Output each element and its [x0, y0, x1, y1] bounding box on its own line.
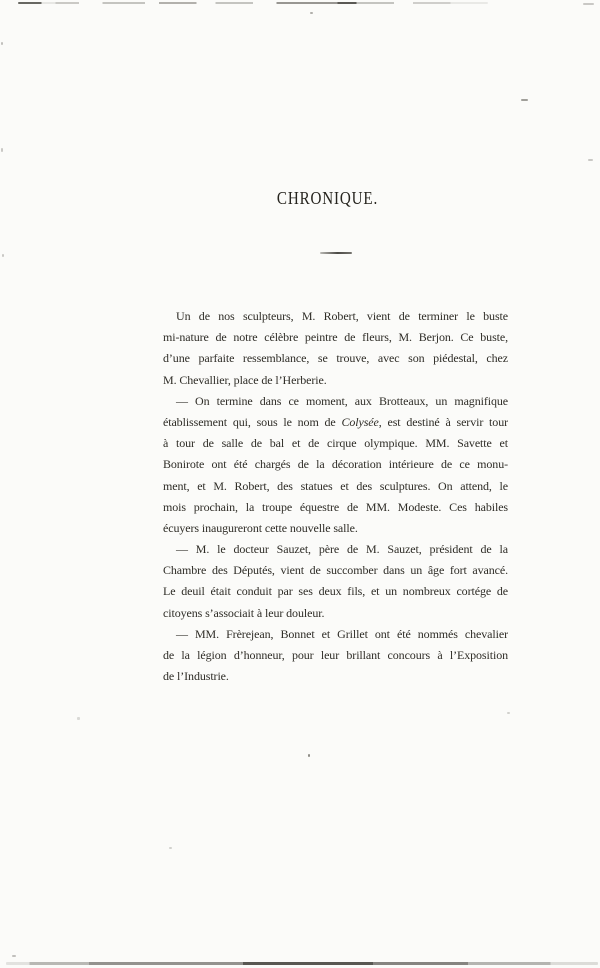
text-segment: établissement qui, sous le nom de	[163, 414, 342, 429]
text-line: mi-nature de notre célèbre peintre de fleurs, M. Berjon. Ce buste,	[163, 330, 508, 345]
text-line: — M. le docteur Sauzet, père de M. Sauzet, président de la	[176, 542, 508, 557]
text-line: — On termine dans ce moment, aux Brotteaux, un magnifique	[176, 393, 508, 408]
text-line: Chambre des Députés, vient de succomber dans un âge fort avancé.	[163, 563, 508, 578]
text-line: Un de nos sculpteurs, M. Robert, vient de terminer le buste	[176, 309, 508, 323]
paragraph	[163, 306, 508, 391]
text-segment: , est destiné à servir tour	[378, 414, 508, 429]
text-line: de la légion d’honneur, pour leur brillant concours à l’Exposition	[163, 648, 508, 662]
paragraph	[163, 624, 508, 688]
scan-speck	[1, 42, 3, 45]
scan-artifact-top-edge	[18, 2, 488, 4]
text-line: — MM. Frèrejean, Bonnet et Grillet ont été nommés chevalier	[176, 626, 508, 641]
scan-speck	[583, 3, 594, 5]
article-body	[163, 306, 508, 687]
text-line: mois prochain, la troupe équestre de MM. Modeste. Ces habiles	[163, 499, 508, 514]
scan-speck	[310, 12, 313, 14]
text-line: de l’Industrie.	[163, 669, 229, 684]
scan-speck	[1, 148, 3, 152]
scan-speck	[521, 99, 528, 101]
page-title: CHRONIQUE.	[276, 188, 379, 208]
paragraph	[163, 539, 508, 624]
paragraph	[163, 391, 508, 539]
text-line	[163, 412, 508, 433]
scan-speck	[169, 847, 172, 849]
text-line: d’une parfaite ressemblance, se trouve, avec son piédestal, chez	[163, 351, 508, 366]
scan-speck	[2, 254, 4, 257]
text-line: à tour de salle de bal et de cirque olympique. MM. Savette et	[163, 436, 508, 451]
scan-speck	[588, 159, 593, 161]
scan-speck	[507, 712, 510, 714]
text-line: M. Chevallier, place de l’Herberie.	[163, 372, 327, 387]
scan-speck	[12, 955, 16, 957]
text-line: citoyens s’associait à leur douleur.	[163, 605, 325, 620]
scan-artifact-bottom-edge	[6, 962, 598, 965]
text-line: Bonirote ont été chargés de la décoration intérieure de ce monu-	[163, 457, 508, 472]
text-line: écuyers inaugureront cette nouvelle salle.	[163, 520, 358, 535]
text-line: ment, et M. Robert, des statues et des sculptures. On attend, le	[163, 478, 508, 493]
section-divider-rule	[320, 252, 352, 254]
scan-speck	[77, 717, 80, 720]
scan-speck	[308, 754, 310, 757]
italic-text: Colysée	[341, 414, 379, 429]
text-line: Le deuil était conduit par ses deux fils, et un nombreux cortége de	[163, 584, 508, 599]
